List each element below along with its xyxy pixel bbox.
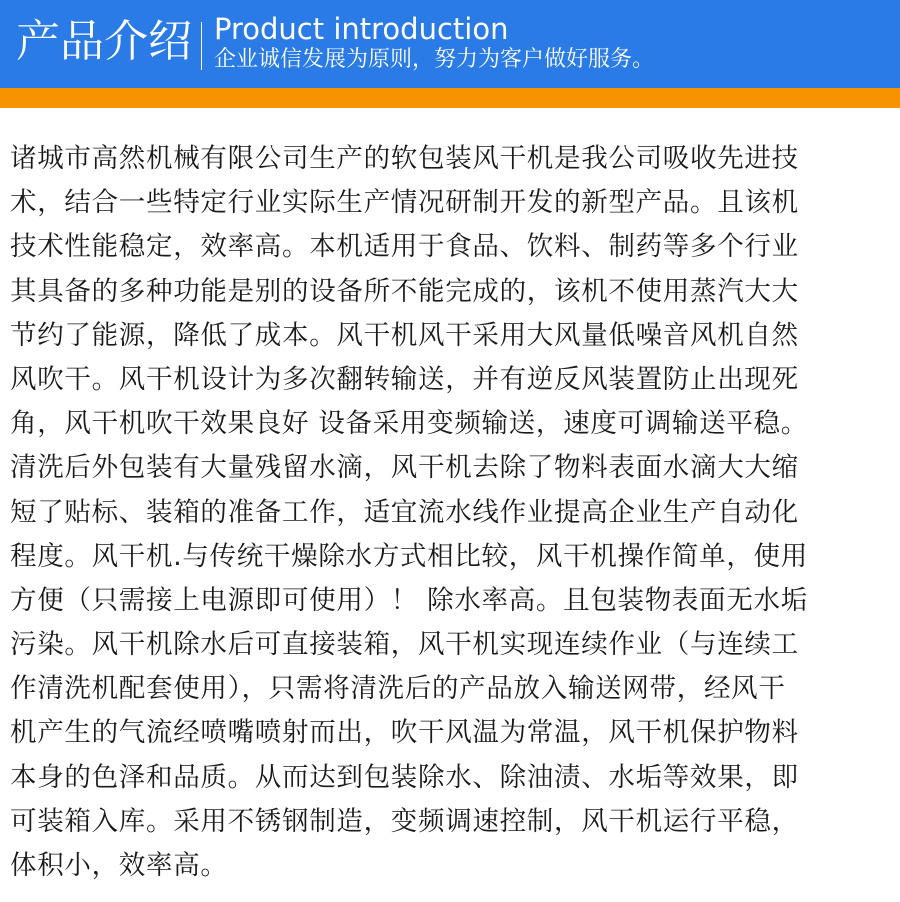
description-line: 作清洗机配套使用），只需将清洗后的产品放入输送网带，经风干	[10, 673, 786, 705]
description-line: 技术性能稳定，效率高。本机适用于食品、饮料、制药等多个行业	[10, 231, 799, 263]
header-slogan: 企业诚信发展为原则，努力为客户做好服务。	[214, 47, 655, 72]
description-line: 其具备的多种功能是别的设备所不能完成的，该机不使用蒸汽大大	[10, 275, 799, 307]
description-line: 风吹干。风干机设计为多次翻转输送，并有逆反风装置防止出现死	[10, 363, 799, 395]
description-line: 角，风干机吹干效果良好 设备采用变频输送，速度可调输送平稳。	[10, 408, 808, 440]
description-line: 短了贴标、装箱的准备工作，适宜流水线作业提高企业生产自动化	[10, 496, 799, 528]
description-line: 清洗后外包装有大量残留水滴，风干机去除了物料表面水滴大大缩	[10, 452, 799, 484]
description-line: 机产生的气流经喷嘴喷射而出，吹干风温为常温，风干机保护物料	[10, 717, 799, 749]
description-line: 体积小，效率高。	[10, 850, 228, 881]
description-line: 方便（只需接上电源即可使用）！ 除水率高。且包装物表面无水垢	[10, 584, 808, 616]
description-line: 术，结合一些特定行业实际生产情况研制开发的新型产品。且该机	[10, 187, 799, 219]
title-divider	[201, 22, 202, 70]
description-line: 可装箱入库。采用不锈钢制造，变频调速控制，风干机运行平稳，	[10, 805, 799, 837]
accent-bar	[0, 88, 900, 108]
description-line: 污染。风干机除水后可直接装箱，风干机实现连续作业（与连续工	[10, 629, 799, 661]
page-title-english: Product introduction	[214, 12, 509, 46]
header-banner	[0, 0, 900, 88]
description-line: 本身的色泽和品质。从而达到包装除水、除油渍、水垢等效果，即	[10, 761, 799, 793]
description-line: 诸城市高然机械有限公司生产的软包装风干机是我公司吸收先进技	[10, 143, 799, 174]
product-description	[10, 137, 890, 888]
description-line: 程度。风干机.与传统干燥除水方式相比较，风干机操作简单，使用	[10, 540, 808, 572]
description-line: 节约了能源，降低了成本。风干机风干采用大风量低噪音风机自然	[10, 319, 799, 351]
page-title: 产品介绍	[16, 16, 192, 67]
